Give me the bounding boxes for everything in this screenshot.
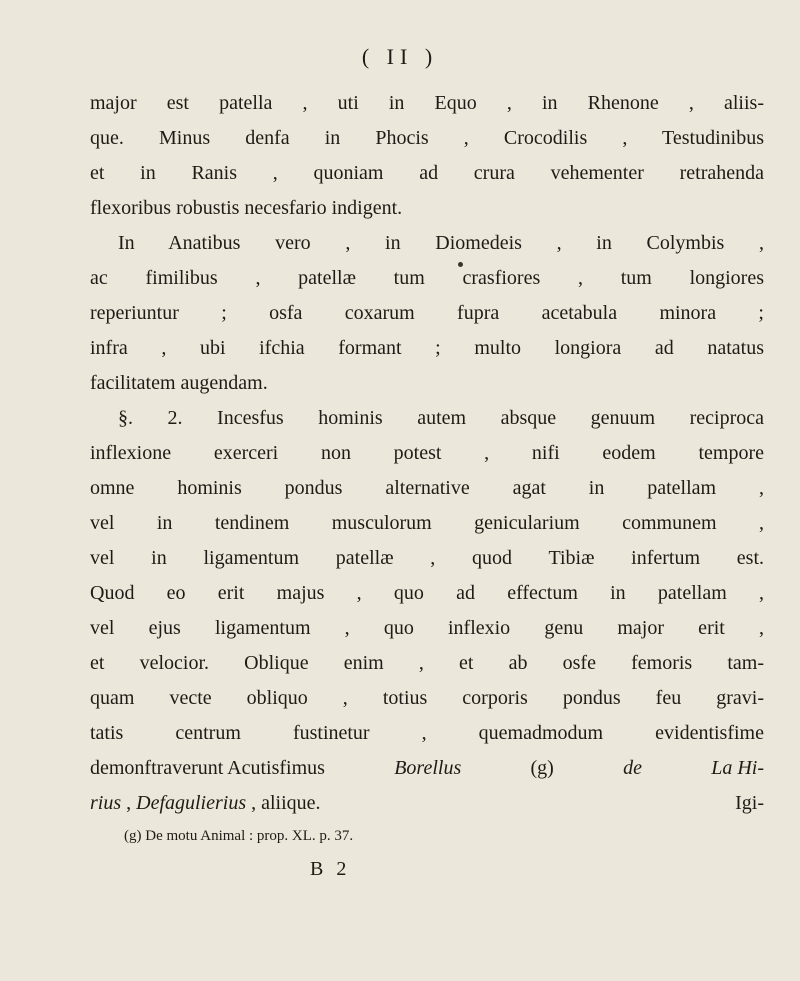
text-line: Quod eo erit majus , quo ad effectum in patellam , <box>90 582 764 604</box>
text-line: inflexione exerceri non potest , nifi eodem tempore <box>90 442 764 464</box>
author-name: rius <box>90 792 122 814</box>
footnote: (g) De motu Animal : prop. XL. p. 37. <box>124 828 354 844</box>
text-line: tatis centrum fustinetur , quemadmodum evidentisfime <box>90 722 764 744</box>
text-fragment: , <box>121 792 137 814</box>
text-line: et velocior. Oblique enim , et ab osfe femoris tam- <box>90 652 764 674</box>
author-name: Borellus <box>394 757 462 779</box>
text-fragment: de <box>623 757 642 779</box>
text-line: §. 2. Incesfus hominis autem absque genuum reciproca <box>118 407 764 429</box>
text-fragment: , aliique. <box>246 792 321 814</box>
text-line: major est patella , uti in Equo , in Rhenone , aliis- <box>90 92 764 114</box>
text-line: vel in ligamentum patellæ , quod Tibiæ infertum est. <box>90 547 764 569</box>
text-line: infra , ubi ifchia formant ; multo longiora ad natatus <box>90 337 764 359</box>
author-name: Defagulierius <box>136 792 247 814</box>
page-number-header: ( II ) <box>361 44 439 69</box>
text-line-final <box>90 786 764 820</box>
text-line: reperiuntur ; osfa coxarum fupra acetabula minora ; <box>90 302 764 324</box>
text-line: ac fimilibus , patellæ tum crasfiores , tum longiores <box>90 267 764 289</box>
text-line: quam vecte obliquo , totius corporis pondus feu gravi- <box>90 687 764 709</box>
text-line: vel ejus ligamentum , quo inflexio genu major erit , <box>90 617 764 639</box>
text-line: vel in tendinem musculorum genicularium communem , <box>90 512 764 534</box>
text-line: In Anatibus vero , in Diomedeis , in Colymbis , <box>118 232 764 254</box>
text-line: flexoribus robustis necesfario indigent. <box>90 197 403 219</box>
catchword: Igi- <box>735 792 764 814</box>
author-name: La Hi- <box>711 757 764 779</box>
text-line: omne hominis pondus alternative agat in patellam , <box>90 477 764 499</box>
footnote-reference: (g) <box>530 757 554 779</box>
text-line: que. Minus denfa in Phocis , Crocodilis , Testudinibus <box>90 127 764 149</box>
text-line-with-names <box>90 751 764 785</box>
text-fragment: demonftraverunt Acutisfimus <box>90 757 325 779</box>
text-line: et in Ranis , quoniam ad crura vehementer retrahenda <box>90 162 764 184</box>
text-line: facilitatem augendam. <box>90 372 268 394</box>
signature-mark: B 2 <box>310 858 351 880</box>
